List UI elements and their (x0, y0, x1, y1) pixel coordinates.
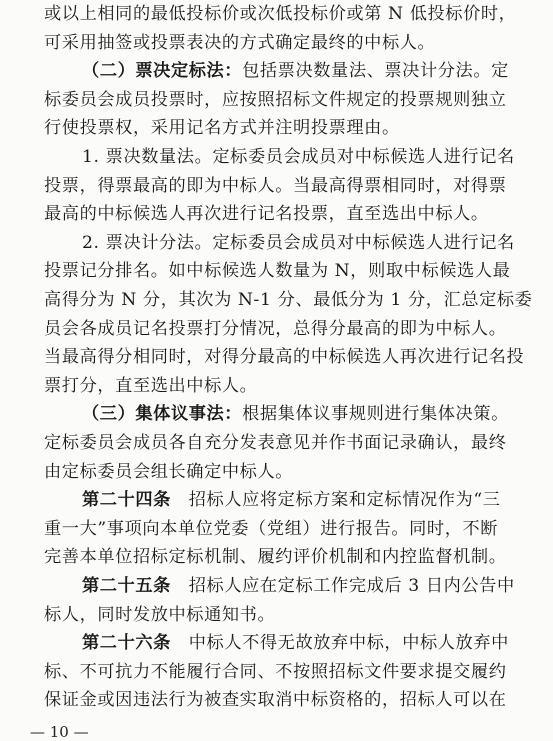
page-number: — 10 — (30, 723, 89, 741)
heading-line (82, 490, 501, 510)
text-line (82, 147, 515, 167)
article-number: 第二十五条 (82, 576, 171, 596)
text-line (44, 519, 498, 539)
text-run: 2. 票决计分法。定标委员会成员对中标候选人进行记名 (82, 232, 515, 253)
section-heading: （二）票决定标法： (82, 61, 243, 82)
text-line (44, 662, 506, 682)
text-run: 可采用抽签或投票表决的方式确定最终的中标人。 (44, 32, 436, 53)
heading-line (82, 576, 515, 596)
text-run: 或以上相同的最低投标价或次低投标价或第 N 低投标价时， (44, 4, 517, 24)
text-line (44, 176, 506, 196)
text-run: 投票记分排名。如中标候选人数量为 N，则取中标候选人最 (44, 261, 511, 282)
text-line (44, 33, 435, 53)
text-run: 员会各成员记名投票打分情况，总得分最高的即为中标人。 (44, 318, 507, 339)
text-run: 包括票决数量法、票决计分法。定 (242, 61, 509, 82)
text-run: 由定标委员会组长确定中标人。 (44, 461, 294, 482)
text-line (44, 462, 293, 482)
text-line (44, 690, 506, 710)
section-heading: （三）集体议事法： (82, 404, 243, 425)
text-line (44, 290, 532, 310)
text-run: 定标委员会成员各自充分发表意见并作书面记录确认，最终 (44, 433, 507, 453)
text-line (44, 347, 524, 367)
text-run: 投票，得票最高的即为中标人。当最高得票相同时，对得票 (44, 175, 507, 196)
article-number: 第二十四条 (82, 490, 171, 511)
text-line (44, 376, 257, 396)
text-run: 当最高得分相同时，对得分最高的中标候选人再次进行记名投 (44, 347, 525, 368)
text-line (44, 605, 275, 625)
text-run: 标人，同时发放中标通知书。 (44, 604, 276, 625)
text-run: 最高的中标候选人再次进行记名投票，直至选出中标人。 (44, 204, 489, 225)
text-run: 重一大”事项向本单位党委（党组）进行报告。同时，不断 (44, 518, 499, 539)
text-run: 行使投票权，采用记名方式并注明投票理由。 (44, 118, 400, 139)
text-run: 保证金或因违法行为被查实取消中标资格的，招标人可以在 (44, 690, 507, 711)
text-line (44, 90, 506, 110)
text-line (82, 233, 515, 253)
text-line (44, 547, 506, 567)
text-line (44, 319, 506, 339)
heading-line (82, 633, 509, 653)
text-line (44, 433, 506, 453)
text-line (44, 261, 510, 281)
text-run: 标委员会成员投票时，应按照招标文件规定的投票规则独立 (44, 89, 507, 110)
text-run: 招标人应将定标方案和定标情况作为“三 (170, 490, 501, 511)
text-line (44, 118, 400, 138)
text-run: 根据集体议事规则进行集体决策。 (242, 404, 509, 425)
text-line (44, 4, 516, 24)
text-run: 1. 票决数量法。定标委员会成员对中标候选人进行记名 (82, 147, 515, 167)
text-run: 标、不可抗力不能履行合同、不按照招标文件要求提交履约 (44, 661, 507, 682)
text-run: 高得分为 N 分，其次为 N-1 分、最低分为 1 分，汇总定标委 (44, 290, 533, 310)
text-line (44, 204, 489, 224)
text-run: 中标人不得无故放弃中标，中标人放弃中 (170, 633, 509, 654)
text-run: 票打分，直至选出中标人。 (44, 375, 258, 396)
text-run: 招标人应在定标工作完成后 3 日内公告中 (170, 576, 515, 596)
heading-line (82, 61, 509, 81)
article-number: 第二十六条 (82, 633, 171, 654)
text-run: 完善本单位招标定标机制、履约评价机制和内控监督机制。 (44, 547, 507, 568)
heading-line (82, 404, 509, 424)
